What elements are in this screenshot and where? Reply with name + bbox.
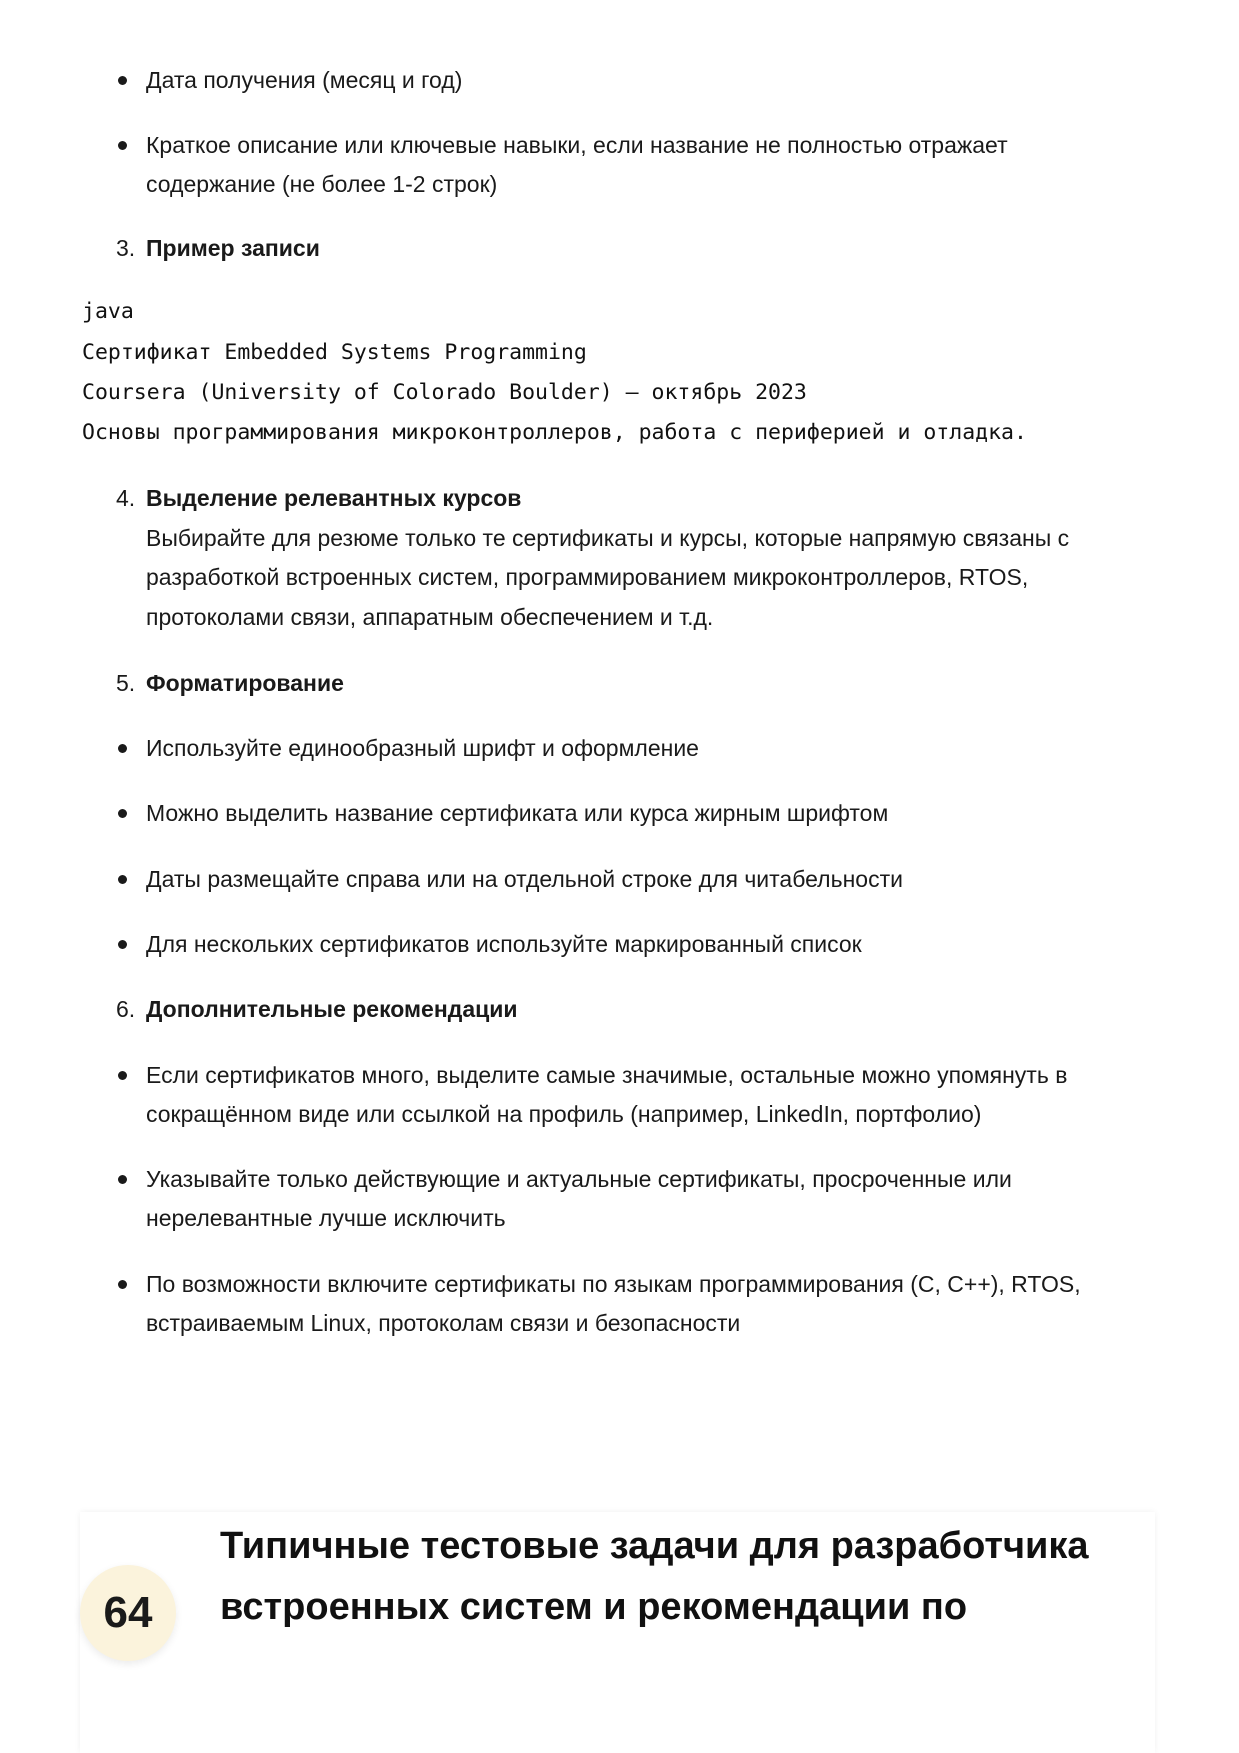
list-item: Можно выделить название сертификата или курса жирным шрифтом — [146, 800, 889, 826]
list-item-continuation: встраиваемым Linux, протоколам связи и безопасности — [146, 1310, 741, 1336]
bullet-marker — [118, 1175, 127, 1184]
list-item-continuation: содержание (не более 1-2 строк) — [146, 171, 498, 197]
list-item: Используйте единообразный шрифт и оформление — [146, 735, 699, 761]
list-number: 5. — [116, 670, 136, 696]
code-line: Coursera (University of Colorado Boulder) — октябрь 2023 — [82, 380, 807, 405]
code-line: Сертификат Embedded Systems Programming — [82, 340, 587, 365]
list-item: Указывайте только действующие и актуальные сертификаты, просроченные или — [146, 1166, 1012, 1192]
list-item: Краткое описание или ключевые навыки, если название не полностью отражает — [146, 132, 1008, 158]
paragraph-line: разработкой встроенных систем, программированием микроконтроллеров, RTOS, — [146, 564, 1029, 590]
list-item: Если сертификатов много, выделите самые значимые, остальные можно упомянуть в — [146, 1062, 1068, 1088]
list-item-continuation: сокращённом виде или ссылкой на профиль (например, LinkedIn, портфолио) — [146, 1101, 982, 1127]
list-item: Для нескольких сертификатов используйте маркированный список — [146, 931, 862, 957]
section-heading: Форматирование — [146, 670, 344, 696]
list-number: 4. — [116, 485, 136, 511]
bullet-marker — [118, 1280, 127, 1289]
bullet-marker — [118, 875, 127, 884]
list-item-continuation: нерелевантные лучше исключить — [146, 1205, 506, 1231]
bullet-marker — [118, 141, 127, 150]
list-item: По возможности включите сертификаты по языкам программирования (C, C++), RTOS, — [146, 1271, 1081, 1297]
list-item: Дата получения (месяц и год) — [146, 67, 463, 93]
code-line: java — [82, 299, 134, 324]
bullet-marker — [118, 1071, 127, 1080]
bullet-marker — [118, 940, 127, 949]
paragraph-line: Выбирайте для резюме только те сертификаты и курсы, которые напрямую связаны с — [146, 525, 1070, 551]
list-number: 3. — [116, 235, 136, 261]
bullet-marker — [118, 809, 127, 818]
chapter-title-line: встроенных систем и рекомендации по — [220, 1586, 968, 1628]
chapter-number-badge: 64 — [80, 1565, 176, 1661]
paragraph-line: протоколами связи, аппаратным обеспечением и т.д. — [146, 604, 714, 630]
section-heading: Дополнительные рекомендации — [146, 996, 518, 1022]
section-heading: Пример записи — [146, 235, 320, 261]
section-heading: Выделение релевантных курсов — [146, 485, 522, 511]
bullet-marker — [118, 76, 127, 85]
list-item: Даты размещайте справа или на отдельной строке для читабельности — [146, 866, 903, 892]
bullet-marker — [118, 744, 127, 753]
chapter-title-line: Типичные тестовые задачи для разработчика — [220, 1525, 1089, 1567]
chapter-title — [220, 1516, 1140, 1638]
code-line: Основы программирования микроконтроллеров, работа с периферией и отладка. — [82, 420, 1027, 445]
list-number: 6. — [116, 996, 136, 1022]
